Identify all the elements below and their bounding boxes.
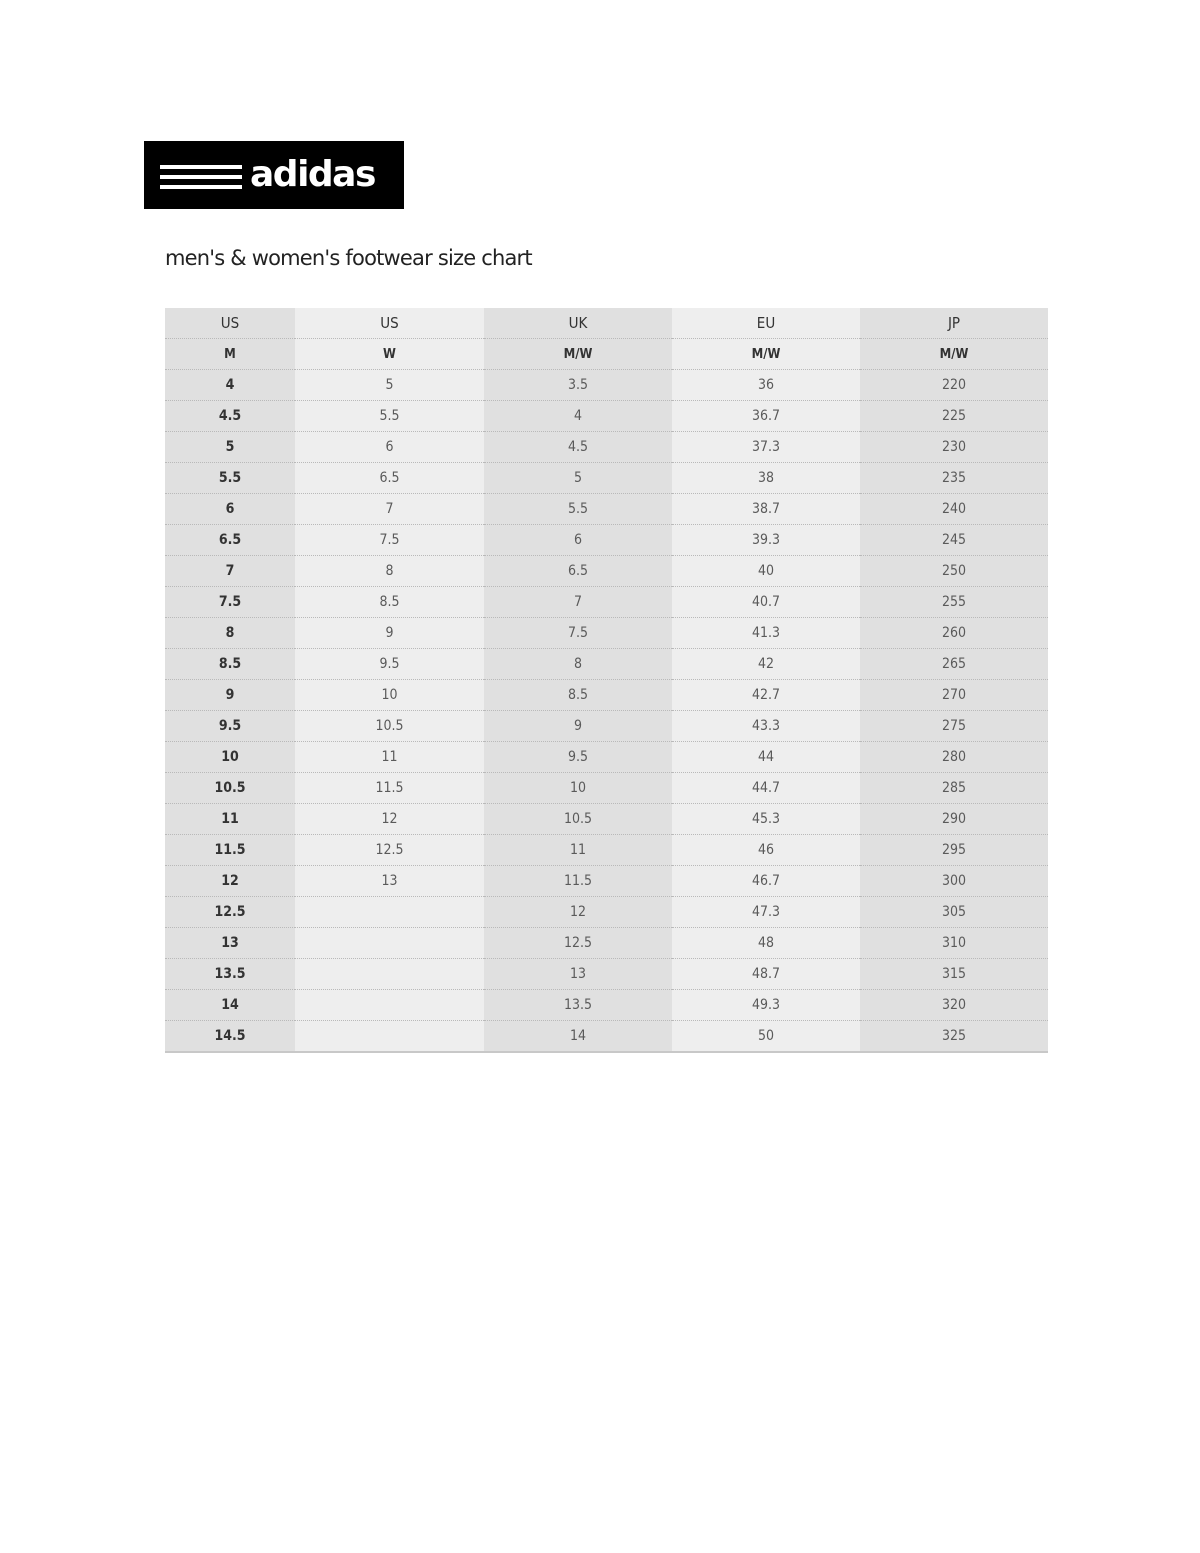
- cell-eu: 42.7: [672, 680, 860, 711]
- subheader-uk: M/W: [484, 339, 672, 370]
- table-row: [165, 432, 1048, 463]
- cell-eu: 43.3: [672, 711, 860, 742]
- cell-us-women: 6: [295, 432, 484, 463]
- cell-eu: 46: [672, 835, 860, 866]
- cell-jp: 250: [860, 556, 1048, 587]
- cell-uk: 3.5: [484, 370, 672, 401]
- cell-jp: 295: [860, 835, 1048, 866]
- cell-uk: 6: [484, 525, 672, 556]
- cell-uk: 14: [484, 1021, 672, 1053]
- cell-uk: 10.5: [484, 804, 672, 835]
- header-jp: JP: [860, 308, 1048, 339]
- cell-us-men: 9: [165, 680, 295, 711]
- cell-jp: 280: [860, 742, 1048, 773]
- header-uk: UK: [484, 308, 672, 339]
- cell-eu: 49.3: [672, 990, 860, 1021]
- cell-uk: 12: [484, 897, 672, 928]
- cell-eu: 45.3: [672, 804, 860, 835]
- cell-us-men: 14.5: [165, 1021, 295, 1053]
- header-eu: EU: [672, 308, 860, 339]
- cell-eu: 46.7: [672, 866, 860, 897]
- cell-eu: 36.7: [672, 401, 860, 432]
- cell-eu: 41.3: [672, 618, 860, 649]
- cell-us-women: 6.5: [295, 463, 484, 494]
- table-row: [165, 556, 1048, 587]
- cell-eu: 47.3: [672, 897, 860, 928]
- cell-us-women: [295, 928, 484, 959]
- three-stripes-icon: [160, 165, 242, 189]
- subheader-eu: M/W: [672, 339, 860, 370]
- cell-uk: 9: [484, 711, 672, 742]
- cell-eu: 50: [672, 1021, 860, 1053]
- cell-us-men: 4.5: [165, 401, 295, 432]
- cell-uk: 7.5: [484, 618, 672, 649]
- cell-us-women: 7: [295, 494, 484, 525]
- cell-us-women: 11.5: [295, 773, 484, 804]
- cell-us-men: 9.5: [165, 711, 295, 742]
- cell-jp: 225: [860, 401, 1048, 432]
- subheader-us-women: W: [295, 339, 484, 370]
- cell-uk: 11: [484, 835, 672, 866]
- cell-jp: 305: [860, 897, 1048, 928]
- cell-us-men: 5: [165, 432, 295, 463]
- cell-us-women: 13: [295, 866, 484, 897]
- table-row: [165, 804, 1048, 835]
- cell-uk: 13.5: [484, 990, 672, 1021]
- table-row: [165, 990, 1048, 1021]
- header-us-men: US: [165, 308, 295, 339]
- cell-eu: 37.3: [672, 432, 860, 463]
- cell-uk: 5.5: [484, 494, 672, 525]
- cell-us-women: 12: [295, 804, 484, 835]
- table-row: [165, 835, 1048, 866]
- adidas-logo: [144, 141, 404, 209]
- cell-eu: 36: [672, 370, 860, 401]
- cell-us-men: 11.5: [165, 835, 295, 866]
- cell-uk: 7: [484, 587, 672, 618]
- cell-jp: 315: [860, 959, 1048, 990]
- cell-uk: 8: [484, 649, 672, 680]
- cell-jp: 275: [860, 711, 1048, 742]
- cell-jp: 220: [860, 370, 1048, 401]
- cell-us-women: 9.5: [295, 649, 484, 680]
- cell-eu: 48.7: [672, 959, 860, 990]
- size-rows: [165, 370, 1048, 1053]
- cell-jp: 285: [860, 773, 1048, 804]
- cell-uk: 10: [484, 773, 672, 804]
- cell-eu: 48: [672, 928, 860, 959]
- cell-us-men: 10: [165, 742, 295, 773]
- cell-jp: 255: [860, 587, 1048, 618]
- cell-jp: 260: [860, 618, 1048, 649]
- cell-us-women: [295, 990, 484, 1021]
- table-row: [165, 711, 1048, 742]
- cell-us-women: [295, 1021, 484, 1053]
- size-chart-table: [165, 308, 1048, 1053]
- cell-us-men: 4: [165, 370, 295, 401]
- cell-jp: 265: [860, 649, 1048, 680]
- cell-uk: 12.5: [484, 928, 672, 959]
- cell-us-women: [295, 959, 484, 990]
- logo-wordmark: adidas: [250, 154, 375, 195]
- cell-us-men: 8.5: [165, 649, 295, 680]
- table-row: [165, 866, 1048, 897]
- cell-jp: 240: [860, 494, 1048, 525]
- cell-uk: 13: [484, 959, 672, 990]
- cell-us-men: 6: [165, 494, 295, 525]
- cell-uk: 9.5: [484, 742, 672, 773]
- cell-uk: 6.5: [484, 556, 672, 587]
- subheader-jp: M/W: [860, 339, 1048, 370]
- cell-jp: 290: [860, 804, 1048, 835]
- cell-us-women: 9: [295, 618, 484, 649]
- cell-us-men: 13.5: [165, 959, 295, 990]
- cell-us-men: 12.5: [165, 897, 295, 928]
- page-title: men's & women's footwear size chart: [165, 246, 532, 270]
- subheader-us-men: M: [165, 339, 295, 370]
- cell-jp: 235: [860, 463, 1048, 494]
- cell-us-women: 5.5: [295, 401, 484, 432]
- cell-jp: 270: [860, 680, 1048, 711]
- cell-us-women: [295, 897, 484, 928]
- table-row: [165, 587, 1048, 618]
- table-row: [165, 773, 1048, 804]
- table-row: [165, 649, 1048, 680]
- cell-us-women: 8: [295, 556, 484, 587]
- table-row: [165, 680, 1048, 711]
- subheader-row: [165, 339, 1048, 370]
- cell-us-men: 7.5: [165, 587, 295, 618]
- cell-uk: 5: [484, 463, 672, 494]
- cell-us-women: 7.5: [295, 525, 484, 556]
- cell-eu: 44: [672, 742, 860, 773]
- table-row: [165, 1021, 1048, 1053]
- cell-us-women: 10.5: [295, 711, 484, 742]
- cell-uk: 4: [484, 401, 672, 432]
- table-row: [165, 928, 1048, 959]
- cell-us-men: 6.5: [165, 525, 295, 556]
- cell-us-men: 13: [165, 928, 295, 959]
- table-row: [165, 370, 1048, 401]
- table-row: [165, 525, 1048, 556]
- cell-us-men: 11: [165, 804, 295, 835]
- cell-us-men: 12: [165, 866, 295, 897]
- cell-us-men: 7: [165, 556, 295, 587]
- cell-eu: 40.7: [672, 587, 860, 618]
- cell-us-women: 11: [295, 742, 484, 773]
- cell-us-women: 5: [295, 370, 484, 401]
- table-row: [165, 463, 1048, 494]
- cell-jp: 230: [860, 432, 1048, 463]
- cell-jp: 325: [860, 1021, 1048, 1053]
- cell-us-men: 5.5: [165, 463, 295, 494]
- cell-us-men: 14: [165, 990, 295, 1021]
- cell-us-men: 8: [165, 618, 295, 649]
- cell-jp: 245: [860, 525, 1048, 556]
- table-row: [165, 742, 1048, 773]
- table-row: [165, 494, 1048, 525]
- cell-us-women: 8.5: [295, 587, 484, 618]
- cell-eu: 38.7: [672, 494, 860, 525]
- cell-jp: 300: [860, 866, 1048, 897]
- cell-eu: 39.3: [672, 525, 860, 556]
- cell-eu: 40: [672, 556, 860, 587]
- cell-jp: 310: [860, 928, 1048, 959]
- cell-uk: 4.5: [484, 432, 672, 463]
- cell-jp: 320: [860, 990, 1048, 1021]
- cell-uk: 11.5: [484, 866, 672, 897]
- cell-us-women: 10: [295, 680, 484, 711]
- cell-us-men: 10.5: [165, 773, 295, 804]
- table-row: [165, 401, 1048, 432]
- cell-eu: 44.7: [672, 773, 860, 804]
- table-row: [165, 618, 1048, 649]
- header-row: [165, 308, 1048, 339]
- cell-us-women: 12.5: [295, 835, 484, 866]
- cell-eu: 38: [672, 463, 860, 494]
- cell-eu: 42: [672, 649, 860, 680]
- table-row: [165, 897, 1048, 928]
- table-row: [165, 959, 1048, 990]
- cell-uk: 8.5: [484, 680, 672, 711]
- header-us-women: US: [295, 308, 484, 339]
